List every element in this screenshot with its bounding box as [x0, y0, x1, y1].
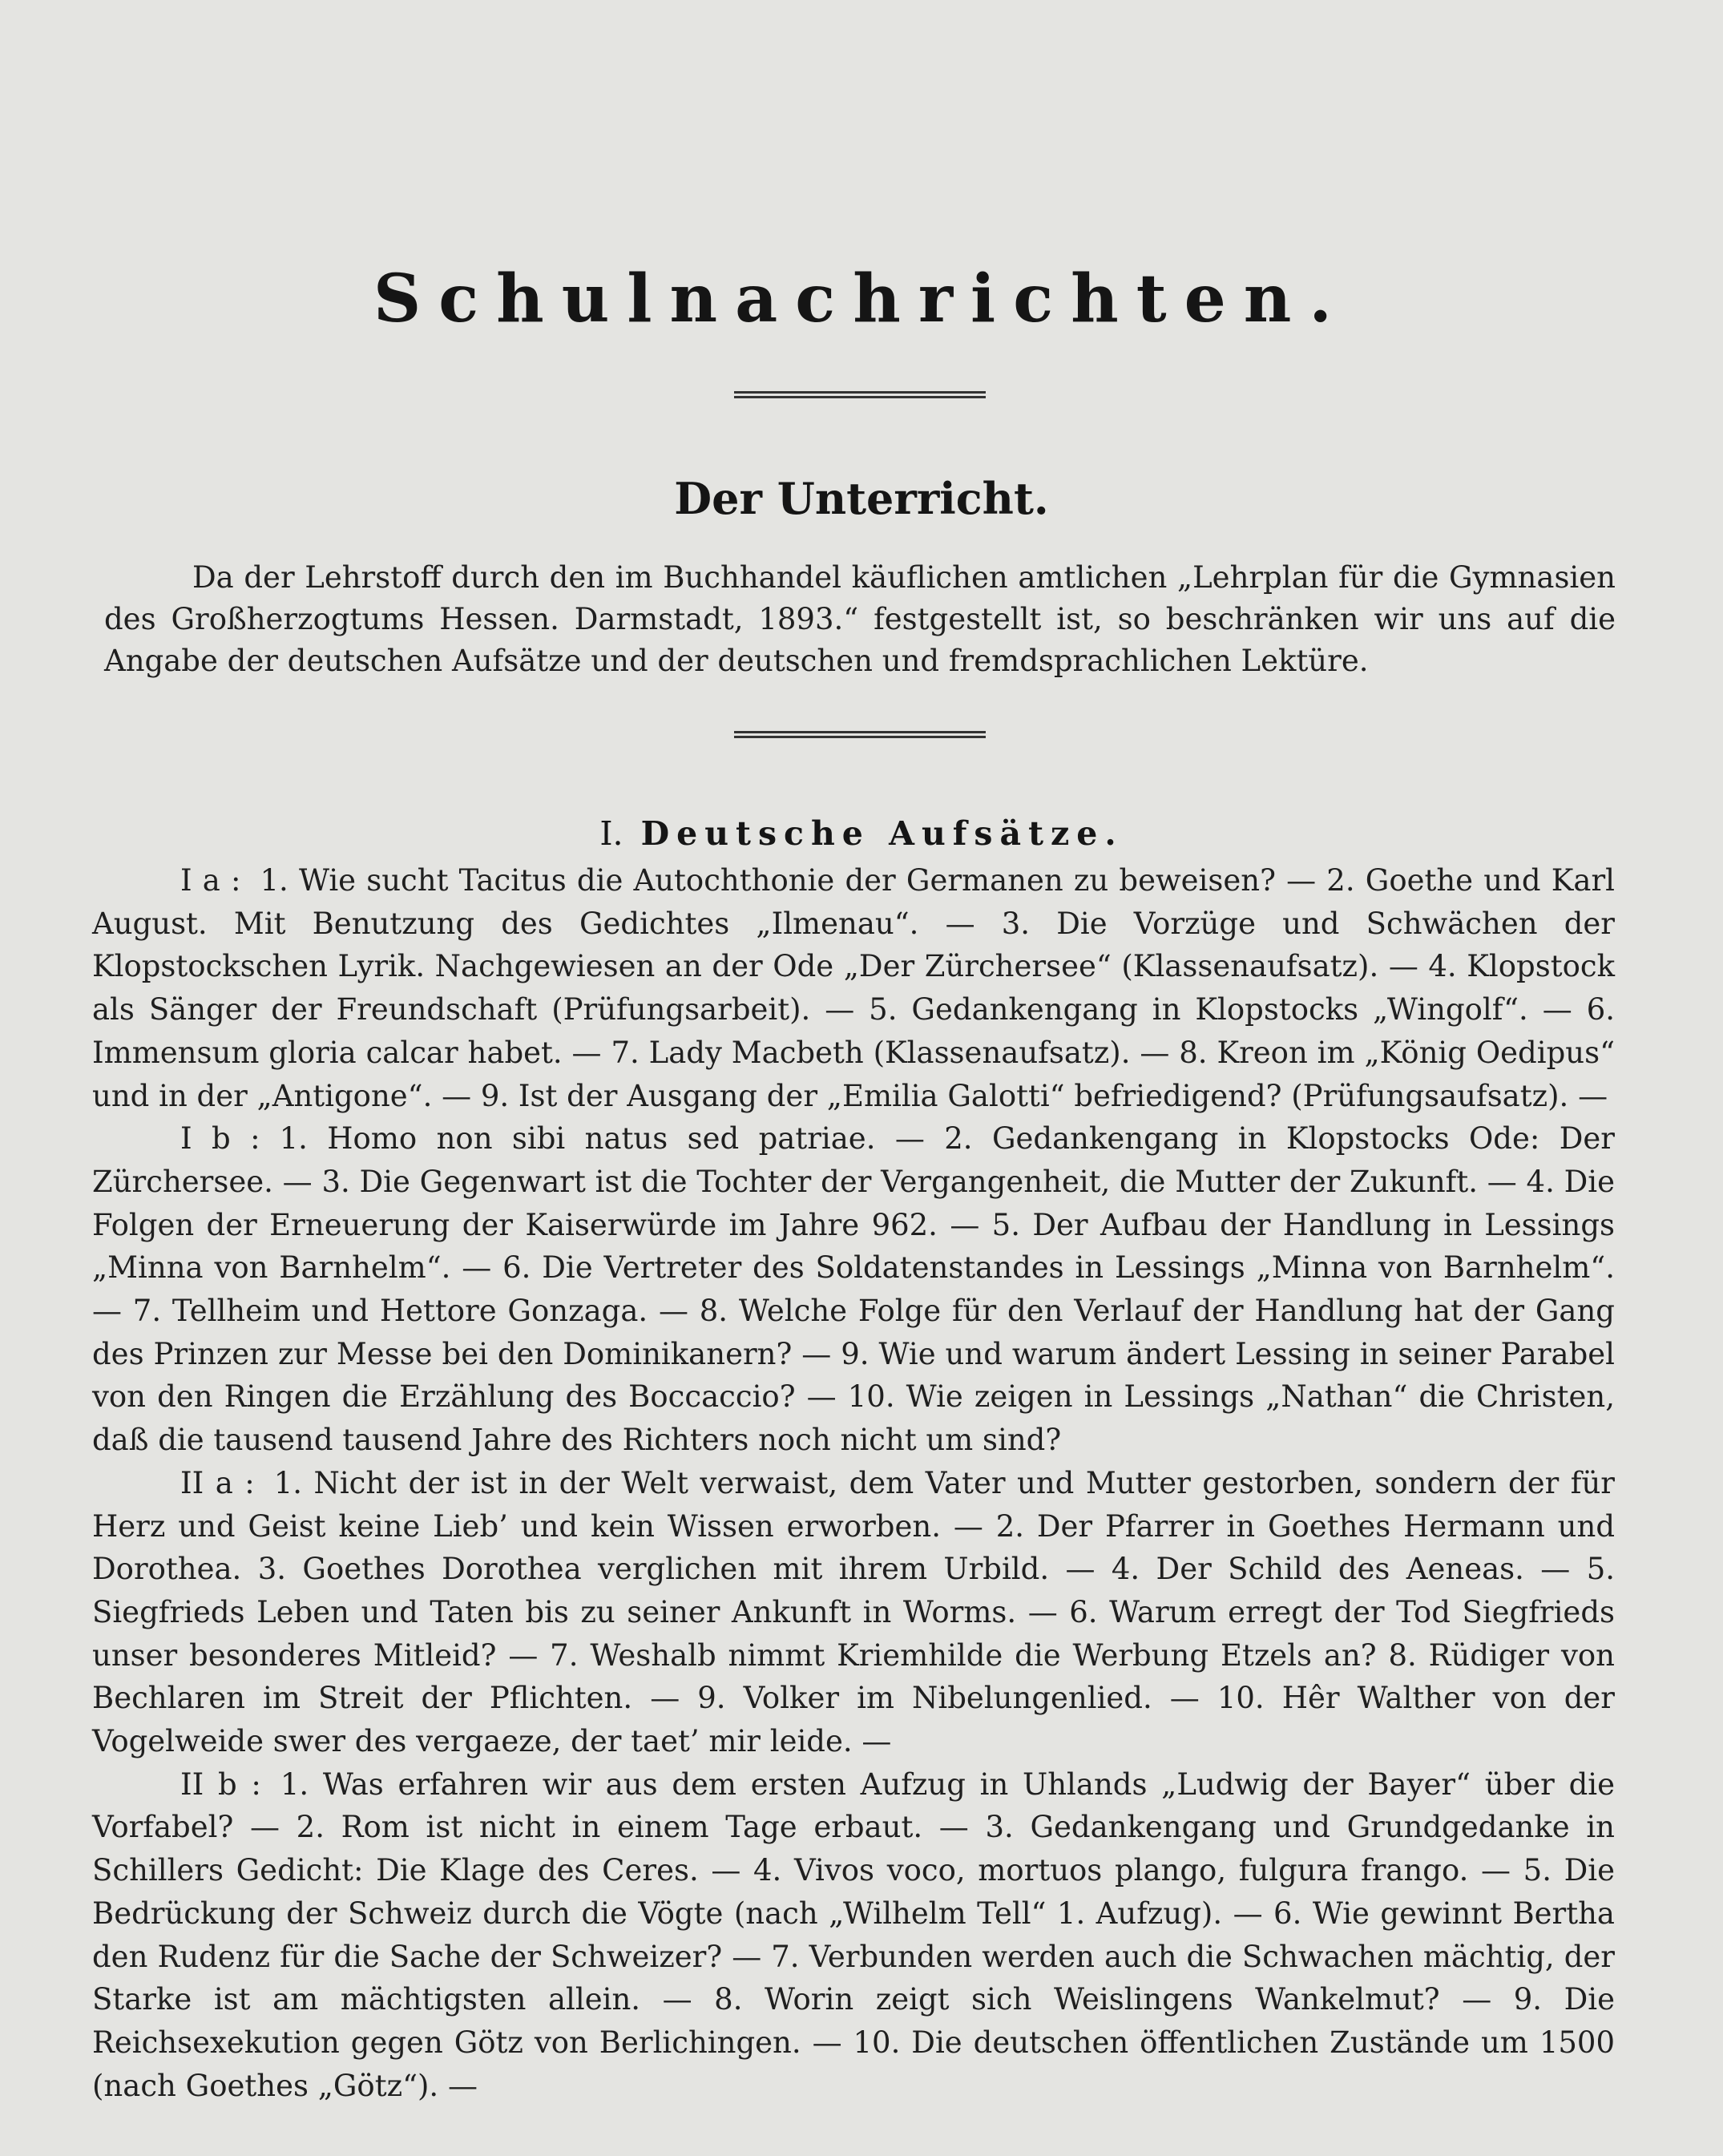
- double-rule-divider: [734, 731, 986, 738]
- essay-entry-ib: [92, 1117, 1615, 1462]
- entry-text: 1. Nicht der ist in der Welt verwaist, dem Vater und Mutter gestorben, sondern der für Herz und Geist keine Lieb’ und kein Wissen erworben. — 2. Der Pfarrer in Goethes Hermann und Dorothea. 3. Goethes Dorothea verglichen mit ihrem Urbild. — 4. Der Schild des Aeneas. — 5. Siegfrieds Leben und Taten bis zu seiner Ankunft in Worms. — 6. Warum erregt der Tod Siegfrieds unser besonderes Mitleid? — 7. Weshalb nimmt Kriemhilde die Werbung Etzels an? 8. Rüdiger von Bechlaren im Streit der Pflichten. — 9. Volker im Nibelungenlied. — 10. Hêr Walther von der Vogelweide swer des vergaeze, der taet’ mir leide. —: [92, 1465, 1615, 1759]
- entry-text: 1. Was erfahren wir aus dem ersten Aufzug in Uhlands „Ludwig der Bayer“ über die Vorfabel? — 2. Rom ist nicht in einem Tage erbaut. — 3. Gedankengang und Grundgedanke in Schillers Gedicht: Die Klage des Ceres. — 4. Vivos voco, mortuos plango, fulgura frango. — 5. Die Bedrückung der Schweiz durch die Vögte (nach „Wilhelm Tell“ 1. Aufzug). — 6. Wie gewinnt Bertha den Rudenz für die Sache der Schweizer? — 7. Verbunden werden auch die Schwachen mächtig, der Starke ist am mächtigsten allein. — 8. Worin zeigt sich Weislingens Wankelmut? — 9. Die Reichsexekution gegen Götz von Berlichingen. — 10. Die deutschen öffentlichen Zustände um 1500 (nach Goethes „Götz“). —: [92, 1766, 1616, 2103]
- section-number: I.: [599, 814, 623, 853]
- entry-text: 1. Wie sucht Tacitus die Autochthonie der Germanen zu beweisen? — 2. Goethe und Karl August. Mit Benutzung des Gedichtes „Ilmenau“. — 3. Die Vorzüge und Schwächen der Klopstockschen Lyrik. Nachgewiesen an der Ode „Der Zürchersee“ (Klassenaufsatz). — 4. Klopstock als Sänger der Freundschaft (Prüfungsarbeit). — 5. Gedankengang in Klopstocks „Wingolf“. — 6. Immensum gloria calcar habet. — 7. Lady Macbeth (Klassenaufsatz). — 8. Kreon im „König Oedipus“ und in der „Antigone“. — 9. Ist der Ausgang der „Emilia Galotti“ befriedigend? (Prüfungsaufsatz). —: [92, 863, 1615, 1113]
- intro-paragraph: Da der Lehrstoff durch den im Buchhandel käuflichen amtlichen „Lehrplan für die Gymnasien des Großherzogtums Hessen. Darmstadt, 1893.“ festgestellt ist, so beschränken wir uns auf die Angabe der deutschen Aufsätze und der deutschen und fremdsprachlichen Lektüre.: [104, 560, 1616, 678]
- entry-label: II b :: [180, 1766, 261, 1802]
- section-subtitle: Der Unterricht.: [674, 473, 1049, 524]
- section-heading: [0, 814, 1723, 853]
- section-heading-text: Deutsche Aufsätze.: [640, 814, 1124, 853]
- essay-entry-ia: [92, 859, 1615, 1117]
- entry-label: I a :: [180, 863, 241, 898]
- essay-entry-iib: [92, 1763, 1615, 2108]
- entry-text: 1. Homo non sibi natus sed patriae. — 2. Gedankengang in Klopstocks Ode: Der Zürchersee. — 3. Die Gegenwart ist die Tochter der Vergangenheit, die Mutter der Zukunft. — 4. Die Folgen der Erneuerung der Kaiserwürde im Jahre 962. — 5. Der Aufbau der Handlung in Lessings „Minna von Barnhelm“. — 6. Die Vertreter des Soldatenstandes in Lessings „Minna von Barnhelm“. — 7. Tellheim und Hettore Gonzaga. — 8. Welche Folge für den Verlauf der Handlung hat der Gang des Prinzen zur Messe bei den Dominikanern? — 9. Wie und warum ändert Lessing in seiner Parabel von den Ringen die Erzählung des Boccaccio? — 10. Wie zeigen in Lessings „Nathan“ die Christen, daß die tausend tausend Jahre des Richters noch nicht um sind?: [92, 1121, 1615, 1458]
- double-rule-divider: [734, 391, 986, 398]
- entry-label: I b :: [180, 1121, 260, 1157]
- essay-entry-iia: [92, 1462, 1615, 1763]
- page-title: Schulnachrichten.: [373, 260, 1350, 337]
- entry-label: II a :: [180, 1465, 255, 1500]
- essay-list: [92, 859, 1615, 2107]
